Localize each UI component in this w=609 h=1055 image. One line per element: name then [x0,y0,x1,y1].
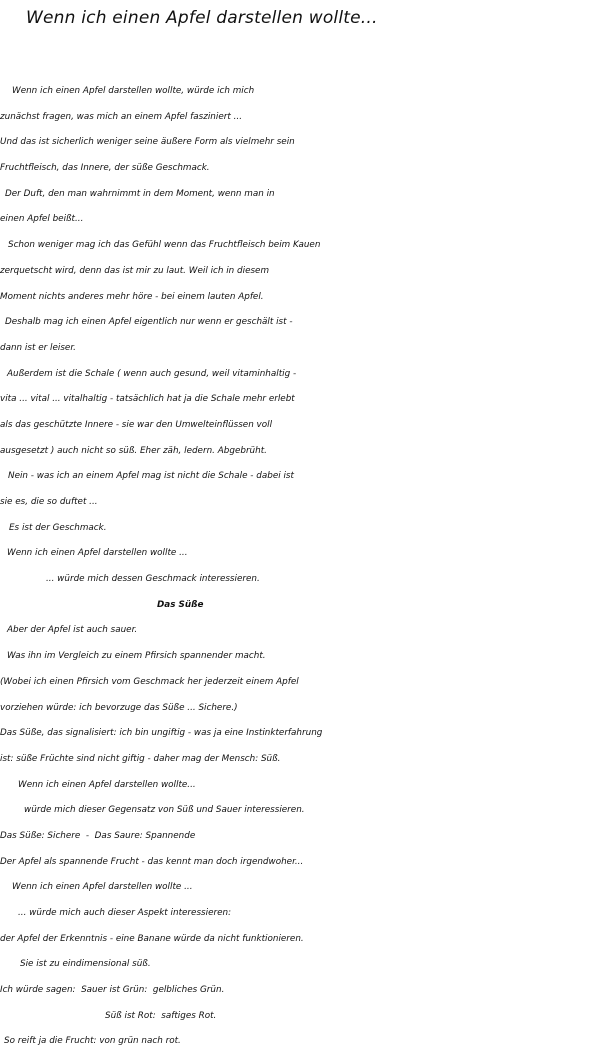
text-line: Wenn ich einen Apfel darstellen wollte... [18,779,196,790]
text-line: sie es, die so duftet ... [0,497,98,507]
text-line: Sie ist zu eindimensional süß. [20,959,151,970]
text-line: Nein - was ich an einem Apfel mag ist nicht die Schale - dabei ist [8,471,294,482]
text-line: Was ihn im Vergleich zu einem Pfirsich spannender macht. [7,651,266,662]
text-body [0,79,609,1055]
text-line: Wenn ich einen Apfel darstellen wollte ... [7,548,188,559]
text-line: Ich würde sagen: Sauer ist Grün: gelbliches Grün. [0,985,225,996]
text-line: So reift ja die Frucht: von grün nach rot. [4,1036,181,1047]
text-line: Wenn ich einen Apfel darstellen wollte ... [12,882,193,893]
text-line: Fruchtfleisch, das Innere, der süße Geschmack. [0,163,210,174]
text-line: Wenn ich einen Apfel darstellen wollte, würde ich mich [12,86,255,96]
text-line: würde mich dieser Gegensatz von Süß und Sauer interessieren. [24,805,305,816]
text-line: zunächst fragen, was mich an einem Apfel fasziniert ... [0,111,242,122]
text-line: Der Apfel als spannende Frucht - das kennt man doch irgendwoher... [0,856,304,867]
text-line: ist: süße Früchte sind nicht giftig - daher mag der Mensch: Süß. [0,753,281,764]
text-line: vorziehen würde: ich bevorzuge das Süße ... Sichere.) [0,702,238,713]
text-line: Und das ist sicherlich weniger seine äußere Form als vielmehr sein [0,137,295,148]
text-line: als das geschützte Innere - sie war den Umwelteinflüssen voll [0,419,273,430]
text-line: ausgesetzt ) auch nicht so süß. Eher zäh, ledern. Abgebrüht. [0,445,267,456]
text-line: Deshalb mag ich einen Apfel eigentlich nur wenn er geschält ist - [5,317,293,328]
text-line: Es ist der Geschmack. [9,522,107,533]
text-line: ... würde mich auch dieser Aspekt interessieren: [18,908,232,918]
text-line: ... würde mich dessen Geschmack interessieren. [46,574,260,585]
page-title: Wenn ich einen Apfel darstellen wollte... [26,8,378,28]
text-line: Süß ist Rot: saftiges Rot. [105,1010,217,1021]
text-line: Moment nichts anderes mehr höre - bei einem lauten Apfel. [0,291,264,302]
text-line: zerquetscht wird, denn das ist mir zu laut. Weil ich in diesem [0,265,270,276]
text-line: Schon weniger mag ich das Gefühl wenn das Fruchtfleisch beim Kauen [8,240,321,251]
text-line: dann ist er leiser. [0,342,76,353]
text-line: Das Süße: Sichere - Das Saure: Spannende [0,830,196,841]
text-line: vita ... vital ... vitalhaltig - tatsächlich hat ja die Schale mehr erlebt [0,394,295,405]
text-line: Das Süße, das signalisiert: ich bin ungiftig - was ja eine Instinkterfahrung [0,728,323,739]
emphasis-line: Das Süße [157,599,204,610]
text-line: einen Apfel beißt... [0,214,84,225]
text-line: (Wobei ich einen Pfirsich vom Geschmack her jederzeit einem Apfel [0,676,299,687]
text-line: Aber der Apfel ist auch sauer. [7,625,138,636]
text-line: Außerdem ist die Schale ( wenn auch gesund, weil vitaminhaltig - [7,368,297,379]
text-line: der Apfel der Erkenntnis - eine Banane würde da nicht funktionieren. [0,933,304,944]
text-line: Der Duft, den man wahrnimmt in dem Moment, wenn man in [5,188,275,199]
